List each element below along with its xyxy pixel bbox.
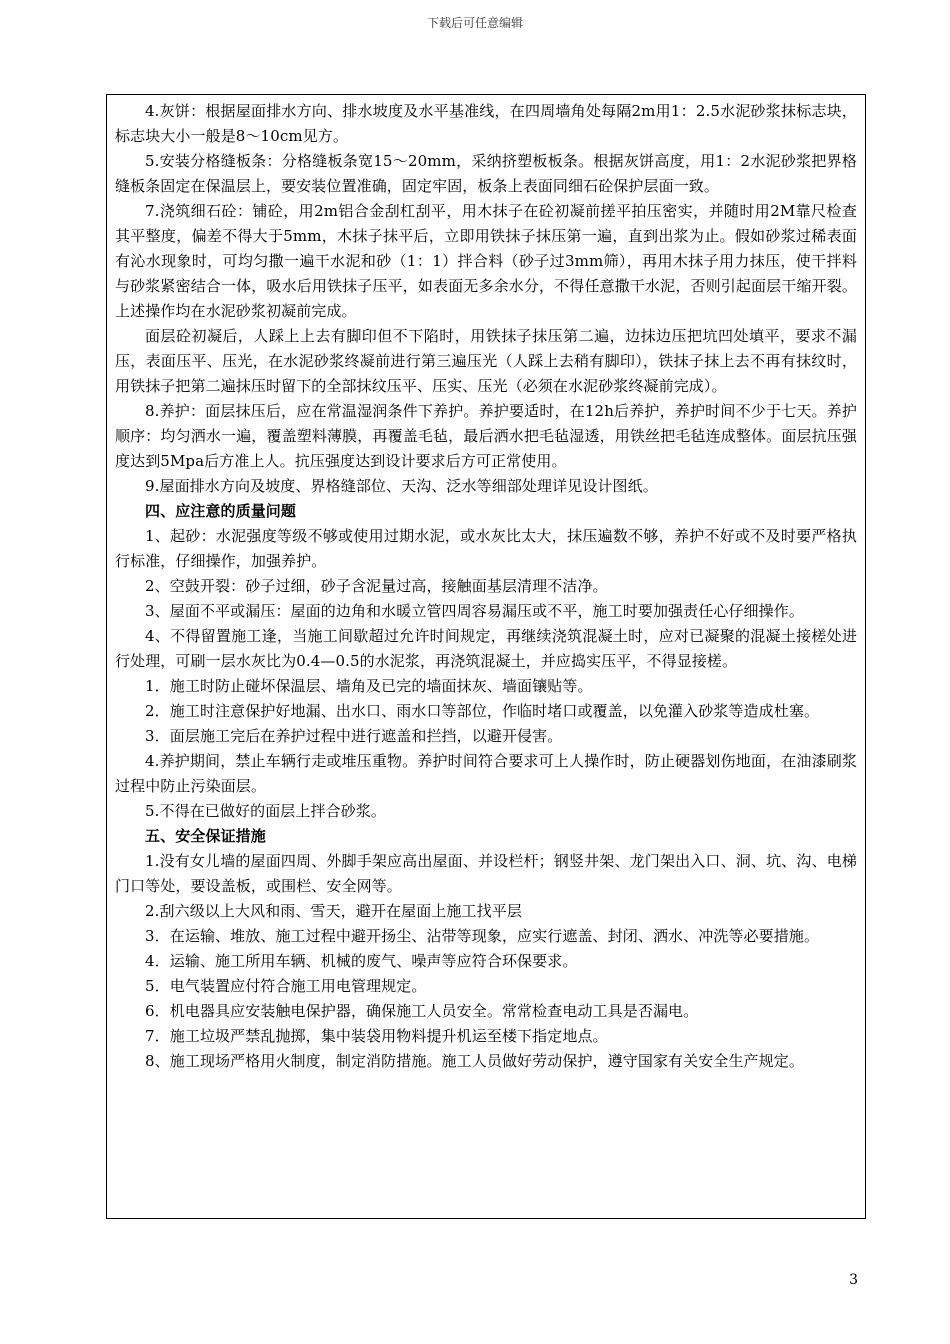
paragraph: 8.养护：面层抹压后，应在常温湿润条件下养护。养护要适时，在12h后养护，养护时间不少于七天。养护顺序：均匀洒水一遍，覆盖塑料薄膜，再覆盖毛毡，最后洒水把毛毡湿透，用铁丝把毛毡连成整体。面层抗压强度达到5Mpa后方准上人。抗压强度达到设计要求后方可正常使用。 xyxy=(115,402,857,470)
paragraph: 5.不得在已做好的面层上拌合砂浆。 xyxy=(145,802,387,820)
paragraph: 9.屋面排水方向及坡度、界格缝部位、天沟、泛水等细部处理详见设计图纸。 xyxy=(145,477,658,495)
section-heading: 四、应注意的质量问题 xyxy=(145,502,297,520)
content-table-cell xyxy=(106,94,866,1219)
paragraph: 面层砼初凝后，人踩上上去有脚印但不下陷时，用铁抹子抹压第二遍，边抹边压把坑凹处填平，要求不漏压，表面压平、压光，在水泥砂浆终凝前进行第三遍压光（人踩上去稍有脚印），铁抹子抹上去不再有抹纹时，用铁抹子把第二遍抹压时留下的全部抹纹压平、压实、压光（必须在水泥砂浆终凝前完成）。 xyxy=(115,327,857,395)
paragraph: 3．面层施工完后在养护过程中进行遮盖和拦挡，以避开侵害。 xyxy=(145,727,563,745)
paragraph: 1.没有女儿墙的屋面四周、外脚手架应高出屋面、并设栏杆；钢竖井架、龙门架出入口、洞、坑、沟、电梯门口等处，要设盖板，或围栏、安全网等。 xyxy=(115,852,857,895)
paragraph: 7.浇筑细石砼：铺砼，用2m铝合金刮杠刮平，用木抹子在砼初凝前搓平拍压密实，并随时用2M靠尺检查其平整度，偏差不得大于5mm，木抹子抹平后，立即用铁抹子抹压第一遍，直到出浆为止。假如砂浆过稀表面有沁水现象时，可均匀撒一遍干水泥和砂（1：1）拌合料（砂子过3mm筛），再用木抹子用力抹压，使干拌料与砂浆紧密结合一体，吸水后用铁抹子压平，如表面无多余水分，不得任意撒干水泥，否则引起面层干缩开裂。上述操作均在水泥砂浆初凝前完成。 xyxy=(115,202,857,320)
paragraph: 1、起砂：水泥强度等级不够或使用过期水泥，或水灰比太大，抹压遍数不够，养护不好或不及时要严格执行标准，仔细操作，加强养护。 xyxy=(115,527,857,570)
paragraph: 2、空鼓开裂：砂子过细，砂子含泥量过高，接触面基层清理不洁净。 xyxy=(145,577,608,595)
page-header: 下载后可任意编辑 xyxy=(426,16,523,30)
paragraph: 8、施工现场严格用火制度，制定消防措施。施工人员做好劳动保护，遵守国家有关安全生产规定。 xyxy=(145,1052,804,1070)
paragraph: 4、不得留置施工逢，当施工间歇超过允许时间规定，再继续浇筑混凝土时，应对已凝聚的混凝土接槎处进行处理，可刷一层水灰比为0.4—0.5的水泥浆，再浇筑混凝土，并应捣实压平，不得显接槎。 xyxy=(115,627,857,670)
paragraph: 4.灰饼：根据屋面排水方向、排水坡度及水平基准线，在四周墙角处每隔2m用1：2.5水泥砂浆抹标志块，标志块大小一般是8～10cm见方。 xyxy=(115,102,857,145)
paragraph: 3、屋面不平或漏压：屋面的边角和水暖立管四周容易漏压或不平，施工时要加强责任心仔细操作。 xyxy=(145,602,804,620)
page-number: 3 xyxy=(849,1272,858,1288)
paragraph: 3．在运输、堆放、施工过程中避开扬尘、沾带等现象，应实行遮盖、封闭、洒水、冲洗等必要措施。 xyxy=(145,927,820,945)
paragraph: 4．运输、施工所用车辆、机械的废气、噪声等应符合环保要求。 xyxy=(145,952,578,970)
paragraph: 2．施工时注意保护好地漏、出水口、雨水口等部位，作临时堵口或覆盖，以免灌入砂浆等造成杜塞。 xyxy=(145,702,820,720)
paragraph: 2.刮六级以上大风和雨、雪天，避开在屋面上施工找平层 xyxy=(145,902,522,920)
paragraph: 5.安装分格缝板条：分格缝板条宽15～20mm，采纳挤塑板板条。根据灰饼高度，用1：2水泥砂浆把界格缝板条固定在保温层上，要安装位置准确，固定牢固，板条上表面同细石砼保护层面一致。 xyxy=(115,152,857,195)
paragraph: 1．施工时防止碰坏保温层、墙角及已完的墙面抹灰、墙面镶贴等。 xyxy=(145,677,593,695)
paragraph: 4.养护期间，禁止车辆行走或堆压重物。养护时间符合要求可上人操作时，防止硬器划伤地面，在油漆刷浆过程中防止污染面层。 xyxy=(115,752,857,795)
section-heading: 五、安全保证措施 xyxy=(145,827,266,845)
paragraph: 6．机电器具应安装触电保护器，确保施工人员安全。常常检查电动工具是否漏电。 xyxy=(145,1002,699,1020)
paragraph: 5．电气装置应付符合施工用电管理规定。 xyxy=(145,977,427,995)
paragraph: 7．施工垃圾严禁乱抛掷，集中装袋用物料提升机运至楼下指定地点。 xyxy=(145,1027,608,1045)
